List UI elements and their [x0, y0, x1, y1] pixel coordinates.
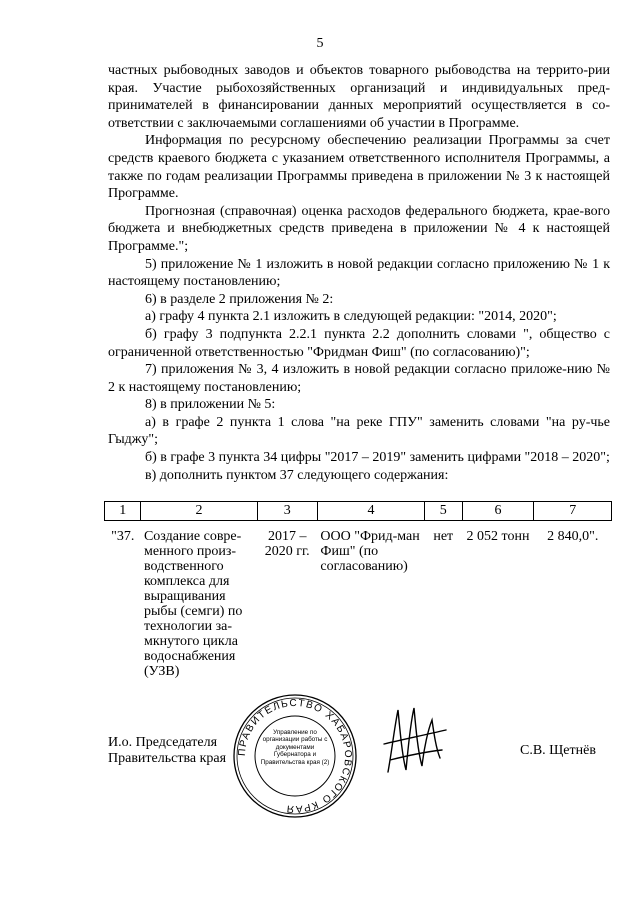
column-header: 7 — [534, 502, 612, 521]
column-header: 4 — [317, 502, 424, 521]
cell-number: "37. — [111, 529, 135, 544]
handwritten-signature — [380, 700, 450, 780]
paragraph: а) графу 4 пункта 2.1 изложить в следующей редакции: "2014, 2020"; — [145, 309, 557, 325]
signatory-position — [108, 735, 226, 767]
signatory-name: С.В. Щетнёв — [520, 743, 596, 758]
cell-budget: нет — [433, 529, 454, 544]
position-line: Правительства края — [108, 751, 227, 766]
column-header: 5 — [425, 502, 463, 521]
paragraph: 6) в разделе 2 приложения № 2: — [145, 291, 334, 307]
column-header: 2 — [141, 502, 257, 521]
cell-name: Создание совре-менного произ-водственного комплекса для выращивания рыбы (семги) по технологии за-мкнутого цикла водоснабжения (УЗВ) — [143, 529, 243, 679]
stamp-inner-text: Управление по организации работы с документами Губернатора и Правительства края (2) — [260, 729, 330, 766]
paragraph: б) в графе 3 пункта 34 цифры "2017 – 2019" заменить цифрами "2018 – 2020"; — [145, 450, 610, 466]
paragraph: 8) в приложении № 5: — [145, 397, 276, 413]
cell-amount: 2 840,0". — [547, 529, 599, 544]
paragraph: в) дополнить пунктом 37 следующего содержания: — [145, 467, 449, 483]
column-header: 1 — [105, 502, 141, 521]
position-line: И.о. Председателя — [108, 735, 218, 750]
table-header-row — [105, 502, 612, 521]
paragraph: 7) приложения № 3, 4 изложить в новой редакции согласно приложе-нию № 2 к настоящему постановлению; — [108, 362, 610, 395]
cell-executor: ООО "Фрид-ман Фиш" (по согласованию) — [320, 529, 420, 574]
paragraph: а) в графе 2 пункта 1 слова "на реке ГПУ" заменить словами "на ру-чье Гыджу"; — [108, 414, 610, 448]
table-row — [105, 521, 612, 680]
stamp-ring-text: ПРАВИТЕЛЬСТВО ХАБАРОВСКОГО КРАЯ — [236, 697, 354, 815]
paragraph: Прогнозная (справочная) оценка расходов федерального бюджета, крае-вого бюджета и внебюджетных средств приведена в приложении № 4 к настоящей Программе."; — [108, 203, 610, 254]
page-number: 5 — [316, 36, 324, 51]
paragraph: Информация по ресурсному обеспечению реализации Программы за счет средств краевого бюджета с указанием ответственного исполнителя Программы, а также по годам реализации Программы приведена в приложении № 3 к настоящей Программе. — [108, 133, 610, 202]
official-stamp — [232, 693, 358, 819]
amendment-table — [104, 501, 612, 679]
document-body — [108, 62, 610, 484]
paragraph: б) графу 3 подпункта 2.2.1 пункта 2.2 дополнить словами ", общество с ограниченной ответственностью "Фридман Фиш" (по согласованию)"; — [108, 326, 610, 360]
paragraph: 5) приложение № 1 изложить в новой редакции согласно приложению № 1 к настоящему постановлению; — [108, 256, 610, 290]
paragraph: частных рыбоводных заводов и объектов товарного рыбоводства на террито-рии края. Участие рыбохозяйственных организаций и индивидуальных пред-принимателей в финансировании данных мероприятий осуществляется в со-ответствии с заключаемыми соглашениями об участии в Программе. — [108, 63, 610, 131]
column-header: 3 — [257, 502, 317, 521]
cell-volume: 2 052 тонн — [466, 529, 530, 544]
cell-years: 2017 – 2020 гг. — [264, 529, 310, 559]
column-header: 6 — [462, 502, 534, 521]
